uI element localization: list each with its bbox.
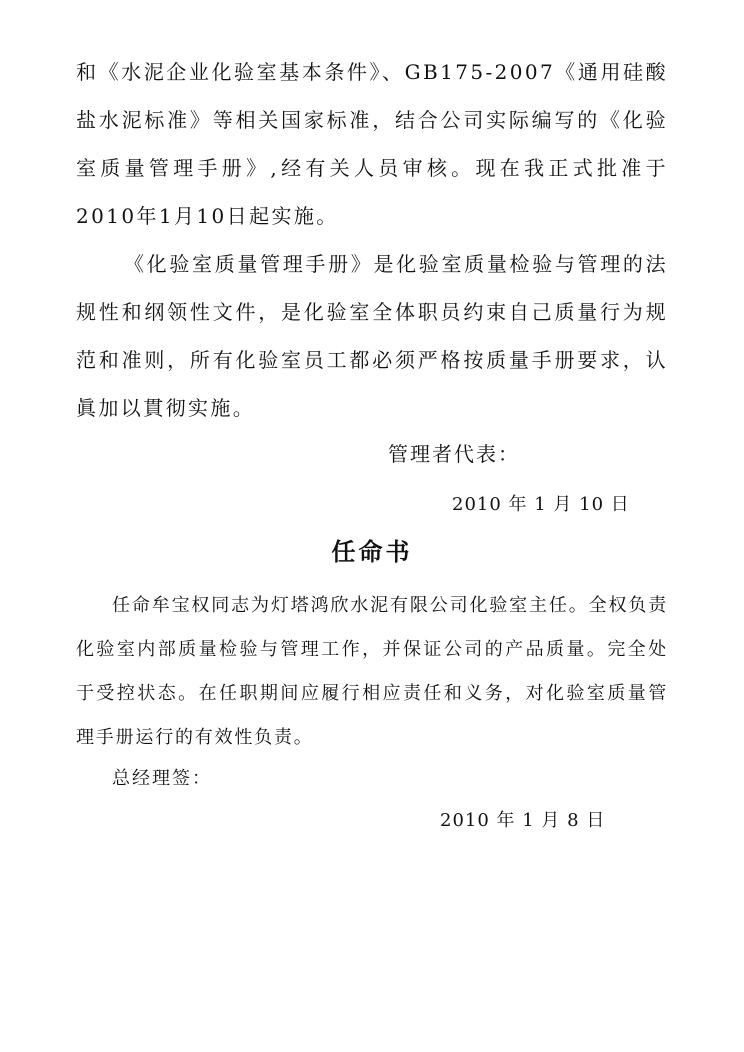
management-representative-label: 管理者代表：: [388, 442, 520, 466]
approval-date: 2010 年 1 月 10 日: [452, 494, 630, 515]
appointment-body: 任命牟宝权同志为灯塔鸿欣水泥有限公司化验室主任。全权负责化验室内部质量检验与管理工作，并保证公司的产品质量。完全处于受控状态。在任职期间应履行相应责任和义务，对化验室质量管理手册运行的有效性负责。: [76, 595, 668, 748]
manual-description-paragraph: 《化验室质量管理手册》是化验室质量检验与管理的法规性和纲领性文件，是化验室全体职员约束自己质量行为规范和准则，所有化验室员工都必须严格按质量手册要求，认眞加以貫彻实施。: [76, 252, 668, 420]
approval-paragraph: 和《水泥企业化验室基本条件》、GB175-2007《通用硅酸盐水泥标准》等相关国家标准，结合公司实际编写的《化验室质量管理手册》,经有关人员审核。现在我正式批准于2010年1月10日起实施。: [76, 60, 668, 228]
appointment-date: 2010 年 1 月 8 日: [440, 810, 606, 831]
appointment-title: 任命书: [331, 537, 413, 566]
general-manager-signature-label: 总经理签：: [112, 768, 212, 789]
